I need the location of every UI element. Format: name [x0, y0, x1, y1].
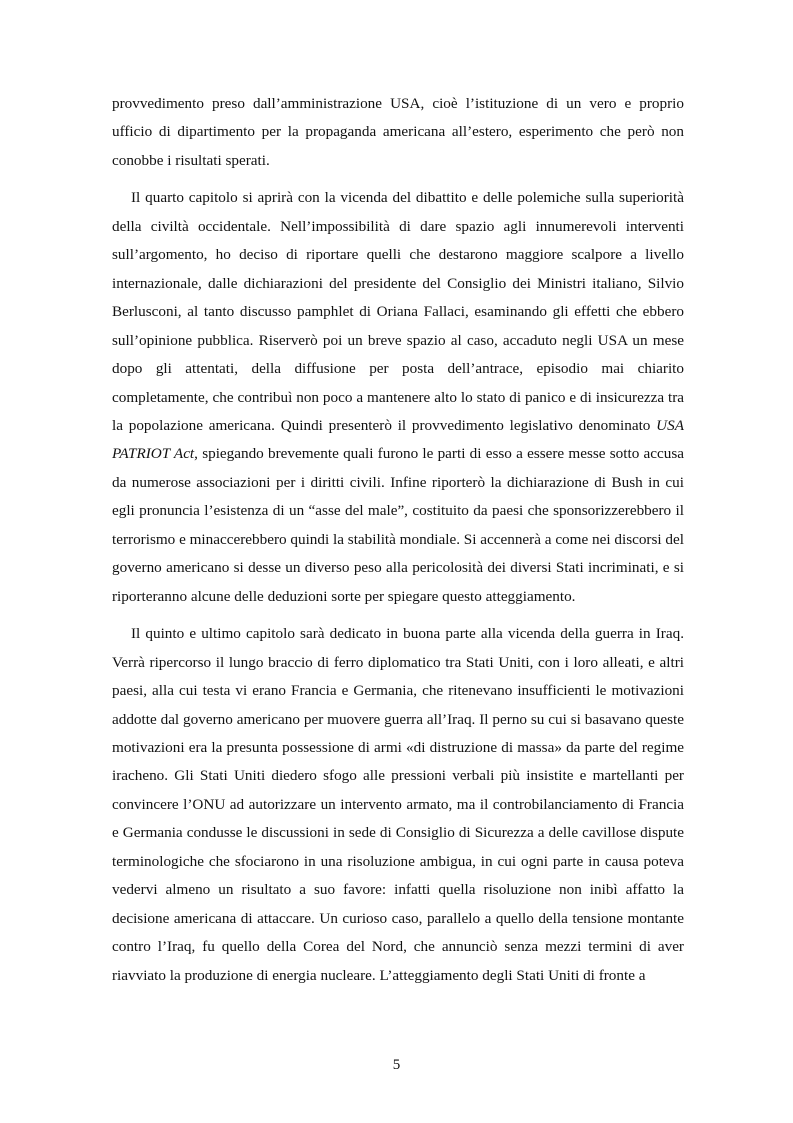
- paragraph-chapter-four: [112, 184, 684, 611]
- paragraph-chapter-five: [112, 620, 684, 990]
- page-number: 5: [392, 1057, 401, 1073]
- italic-act-title: USA PATRIOT Act: [112, 416, 684, 463]
- page-body: [112, 90, 684, 999]
- paragraph-text-after-italic: , spiegando brevemente quali furono le parti di esso a essere messe sotto accusa da numerose associazioni per i diritti civili. Infine riporterò la dichiarazione di Bush in cui egli pronuncia l’esistenza di un “asse del male”, costituito da paesi che sponsorizzerebbero il terrorismo e minaccerebbero quindi la stabilità mondiale. Si accennerà a come nei discorsi del governo americano si desse un diverso peso alla pericolosità dei diversi Stati incriminati, e si riporteranno alcune delle deduzioni sorte per spiegare questo atteggiamento.: [112, 445, 684, 605]
- paragraph-text: provvedimento preso dall’amministrazione USA, cioè l’istituzione di un vero e proprio ufficio di dipartimento per la propaganda americana all’estero, esperimento che però non conobbe i risultati sperati.: [112, 95, 684, 169]
- paragraph-text: Il quinto e ultimo capitolo sarà dedicato in buona parte alla vicenda della guerra in Iraq. Verrà ripercorso il lungo braccio di ferro diplomatico tra Stati Uniti, con i loro alleati, e altri paesi, alla cui testa vi erano Francia e Germania, che ritenevano insufficienti le motivazioni addotte dal governo americano per muovere guerra all’Iraq. Il perno su cui si basavano queste motivazioni era la presunta possessione di armi «di distruzione di massa» da parte del regime iracheno. Gli Stati Uniti diedero sfogo alle pressioni verbali più insistite e martellanti per convincere l’ONU ad autorizzare un intervento armato, ma il controbilanciamento di Francia e Germania condusse le discussioni in sede di Consiglio di Sicurezza a delle cavillose dispute terminologiche che sfociarono in una risoluzione ambigua, in cui ogni parte in causa poteva vedervi almeno un risultato a suo favore: infatti quella risoluzione non inibì affatto la decisione americana di attaccare. Un curioso caso, parallelo a quello della tensione montante contro l’Iraq, fu quello della Corea del Nord, che annunciò senza mezzi termini di aver riavviato la produzione di energia nucleare. L’atteggiamento degli Stati Uniti di fronte a: [112, 625, 684, 984]
- paragraph-text-before-italic: Il quarto capitolo si aprirà con la vicenda del dibattito e delle polemiche sulla superiorità della civiltà occidentale. Nell’impossibilità di dare spazio agli innumerevoli interventi sull’argomento, ho deciso di riportare quelli che destarono maggiore scalpore a livello internazionale, dalle dichiarazioni del presidente del Consiglio dei Ministri italiano, Silvio Berlusconi, al tanto discusso pamphlet di Oriana Fallaci, esaminando gli effetti che ebbero sull’opinione pubblica. Riserverò poi un breve spazio al caso, accaduto negli USA un mese dopo gli attentati, della diffusione per posta dell’antrace, episodio mai chiarito completamente, che contribuì non poco a mantenere alto lo stato di panico e di insicurezza tra la popolazione americana. Quindi presenterò il provvedimento legislativo denominato: [112, 189, 684, 434]
- paragraph-continuation: [112, 90, 684, 175]
